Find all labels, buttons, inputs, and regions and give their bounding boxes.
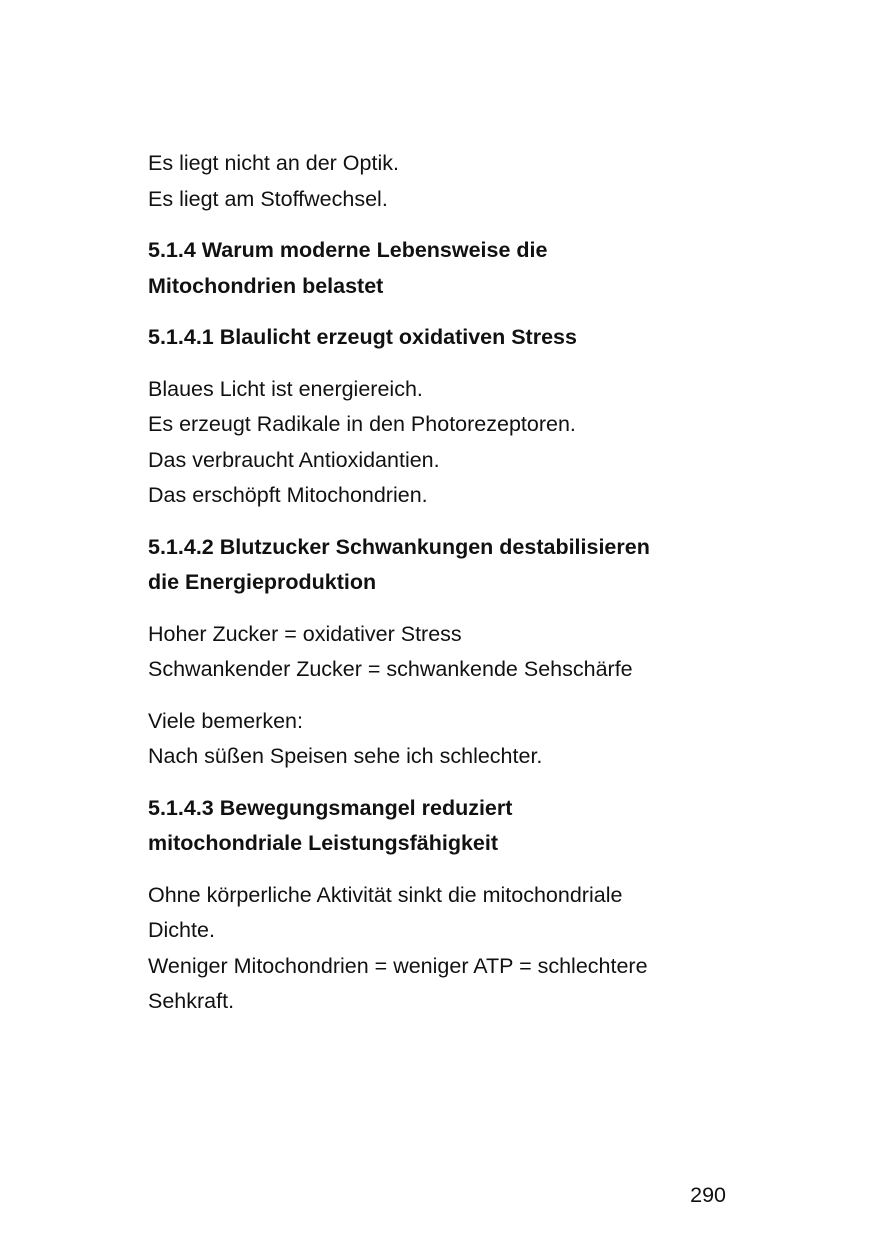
section-heading-5-1-4-1 xyxy=(148,320,738,356)
heading-line: die Energieproduktion xyxy=(148,570,377,594)
paragraph-line: Dichte. xyxy=(148,918,215,942)
paragraph-line: Das verbraucht Antioxidantien. xyxy=(148,447,440,472)
blue-light-paragraph xyxy=(148,372,738,514)
exercise-paragraph xyxy=(148,878,738,1020)
paragraph-line: Ohne körperliche Aktivität sinkt die mitochondriale xyxy=(148,882,623,907)
heading-line: 5.1.4 Warum moderne Lebensweise die xyxy=(148,238,548,262)
intro-line: Es liegt am Stoffwechsel. xyxy=(148,186,388,211)
intro-line: Es liegt nicht an der Optik. xyxy=(148,151,399,175)
paragraph-line: Weniger Mitochondrien = weniger ATP = schlechtere xyxy=(148,953,648,978)
paragraph-line: Sehkraft. xyxy=(148,989,235,1013)
paragraph-line: Nach süßen Speisen sehe ich schlechter. xyxy=(148,744,543,768)
heading-line: 5.1.4.3 Bewegungsmangel reduziert xyxy=(148,795,513,820)
blood-sugar-paragraph-2 xyxy=(148,704,738,775)
heading-line: mitochondriale Leistungsfähigkeit xyxy=(148,831,499,855)
section-heading-5-1-4 xyxy=(148,233,738,304)
paragraph-line: Viele bemerken: xyxy=(148,708,303,733)
heading-line: Mitochondrien belastet xyxy=(148,273,384,298)
blood-sugar-paragraph-1 xyxy=(148,617,738,688)
paragraph-line: Blaues Licht ist energiereich. xyxy=(148,376,423,401)
page-number: 290 xyxy=(690,1183,726,1207)
page-content xyxy=(148,146,738,1036)
section-heading-5-1-4-2 xyxy=(148,530,738,601)
paragraph-line: Schwankender Zucker = schwankende Sehschärfe xyxy=(148,657,633,681)
paragraph-line: Es erzeugt Radikale in den Photorezeptoren. xyxy=(148,412,576,436)
section-heading-5-1-4-3 xyxy=(148,791,738,862)
intro-paragraph xyxy=(148,146,738,217)
heading-line: 5.1.4.2 Blutzucker Schwankungen destabilisieren xyxy=(148,534,650,559)
heading-line: 5.1.4.1 Blaulicht erzeugt oxidativen Stress xyxy=(148,325,577,349)
paragraph-line: Das erschöpft Mitochondrien. xyxy=(148,483,428,507)
paragraph-line: Hoher Zucker = oxidativer Stress xyxy=(148,621,462,646)
